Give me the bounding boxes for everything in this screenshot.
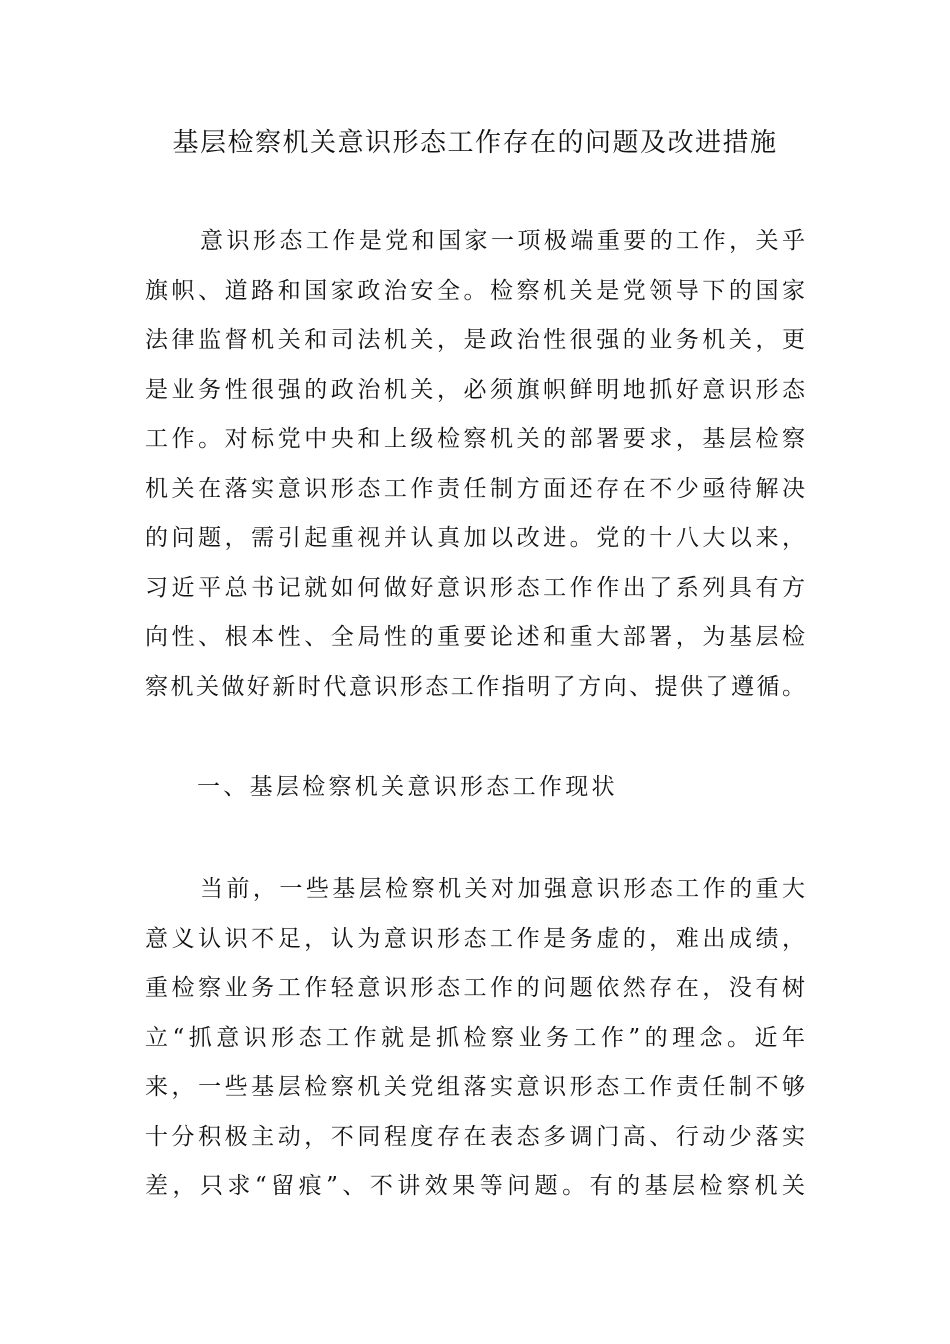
document-title: 基层检察机关意识形态工作存在的问题及改进措施	[172, 128, 778, 158]
text-line: 工作。对标党中央和上级检察机关的部署要求，基层检察	[145, 426, 805, 452]
text-line: 重检察业务工作轻意识形态工作的问题依然存在，没有树	[145, 975, 805, 1001]
section-heading: 一、基层检察机关意识形态工作现状	[197, 774, 618, 800]
text-line: 察机关做好新时代意识形态工作指明了方向、提供了遵循。	[145, 673, 805, 700]
text-line: 来，一些基层检察机关党组落实意识形态工作责任制不够	[145, 1074, 805, 1100]
text-line: 机关在落实意识形态工作责任制方面还存在不少亟待解决	[145, 475, 805, 502]
paragraph-status	[145, 865, 805, 1212]
text-line: 旗帜、道路和国家政治安全。检察机关是党领导下的国家	[145, 277, 805, 304]
text-line: 是业务性很强的政治机关，必须旗帜鲜明地抓好意识形态	[145, 376, 805, 403]
text-line: 意识形态工作是党和国家一项极端重要的工作，关乎	[200, 228, 805, 254]
paragraph-intro	[145, 217, 805, 712]
text-line: 习近平总书记就如何做好意识形态工作作出了系列具有方	[145, 574, 805, 601]
text-line: 立“抓意识形态工作就是抓检察业务工作”的理念。近年	[145, 1024, 805, 1051]
text-line: 意义认识不足，认为意识形态工作是务虚的，难出成绩，	[145, 925, 805, 952]
text-line: 十分积极主动，不同程度存在表态多调门高、行动少落实	[145, 1123, 805, 1150]
text-line: 的问题，需引起重视并认真加以改进。党的十八大以来，	[145, 525, 805, 551]
text-line: 当前，一些基层检察机关对加强意识形态工作的重大	[200, 876, 805, 902]
text-line: 法律监督机关和司法机关，是政治性很强的业务机关，更	[145, 327, 805, 353]
text-line: 向性、根本性、全局性的重要论述和重大部署，为基层检	[145, 624, 805, 650]
text-line: 差，只求“留痕”、不讲效果等问题。有的基层检察机关	[145, 1173, 805, 1199]
